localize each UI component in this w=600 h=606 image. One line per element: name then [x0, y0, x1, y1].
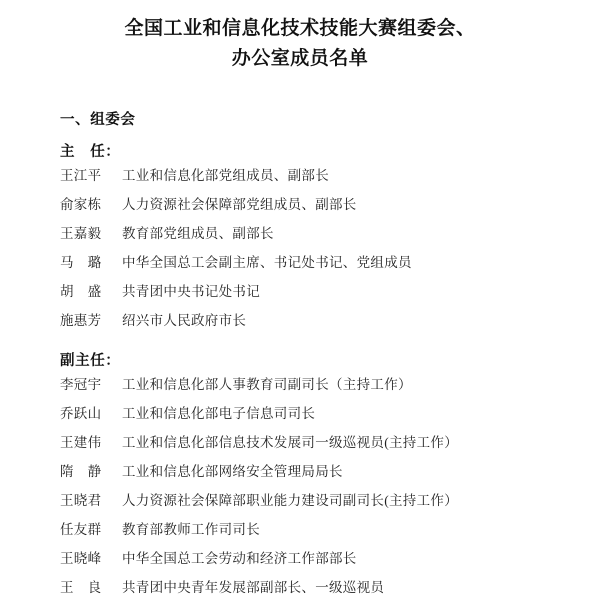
member-title: 人力资源社会保障部党组成员、副部长	[122, 197, 357, 212]
member-name: 俞家栋	[60, 197, 102, 212]
member-name: 隋 静	[60, 464, 102, 479]
list-item	[60, 219, 548, 248]
member-title: 共青团中央书记处书记	[122, 284, 260, 299]
member-name: 王 良	[60, 580, 102, 595]
member-name: 施惠芳	[60, 313, 102, 328]
member-title: 工业和信息化部人事教育司副司长（主持工作）	[122, 377, 412, 392]
page-title	[52, 14, 548, 74]
section-heading-committee: 一、组委会	[60, 112, 136, 128]
list-item	[60, 399, 548, 428]
list-item	[60, 428, 548, 457]
member-title: 工业和信息化部信息技术发展司一级巡视员(主持工作）	[122, 435, 458, 450]
member-name: 王晓峰	[60, 551, 102, 566]
member-name: 王建伟	[60, 435, 102, 450]
member-title: 工业和信息化部党组成员、副部长	[122, 168, 329, 183]
member-title: 工业和信息化部电子信息司司长	[122, 406, 316, 421]
member-name: 李冠宇	[60, 377, 102, 392]
member-name: 乔跃山	[60, 406, 102, 421]
list-item	[60, 277, 548, 306]
member-name: 胡 盛	[60, 284, 102, 299]
role-heading-vice-chair: 副主任：	[60, 353, 121, 369]
page-title-line-2: 办公室成员名单	[231, 48, 369, 69]
list-item	[60, 161, 548, 190]
member-title: 教育部教师工作司司长	[122, 522, 260, 537]
member-name: 马 璐	[60, 255, 102, 270]
member-name: 王江平	[60, 168, 102, 183]
member-name: 王嘉毅	[60, 226, 102, 241]
member-name: 王晓君	[60, 493, 102, 508]
vice-chair-member-list	[52, 370, 548, 602]
list-item	[60, 457, 548, 486]
member-title: 人力资源社会保障部职业能力建设司副司长(主持工作）	[122, 493, 458, 508]
list-item	[60, 370, 548, 399]
list-item	[60, 486, 548, 515]
list-item	[60, 190, 548, 219]
member-title: 中华全国总工会劳动和经济工作部部长	[122, 551, 357, 566]
list-item	[60, 248, 548, 277]
list-item	[60, 515, 548, 544]
member-title: 绍兴市人民政府市长	[122, 313, 247, 328]
role-heading-chair: 主 任：	[60, 144, 121, 160]
member-title: 工业和信息化部网络安全管理局局长	[122, 464, 343, 479]
list-item	[60, 544, 548, 573]
list-item	[60, 306, 548, 335]
member-name: 任友群	[60, 522, 102, 537]
member-title: 中华全国总工会副主席、书记处书记、党组成员	[122, 255, 412, 270]
chair-member-list	[52, 161, 548, 335]
member-title: 共青团中央青年发展部副部长、一级巡视员	[122, 580, 385, 595]
member-title: 教育部党组成员、副部长	[122, 226, 274, 241]
page-title-line-1: 全国工业和信息化技术技能大赛组委会、	[124, 18, 476, 39]
list-item	[60, 573, 548, 602]
